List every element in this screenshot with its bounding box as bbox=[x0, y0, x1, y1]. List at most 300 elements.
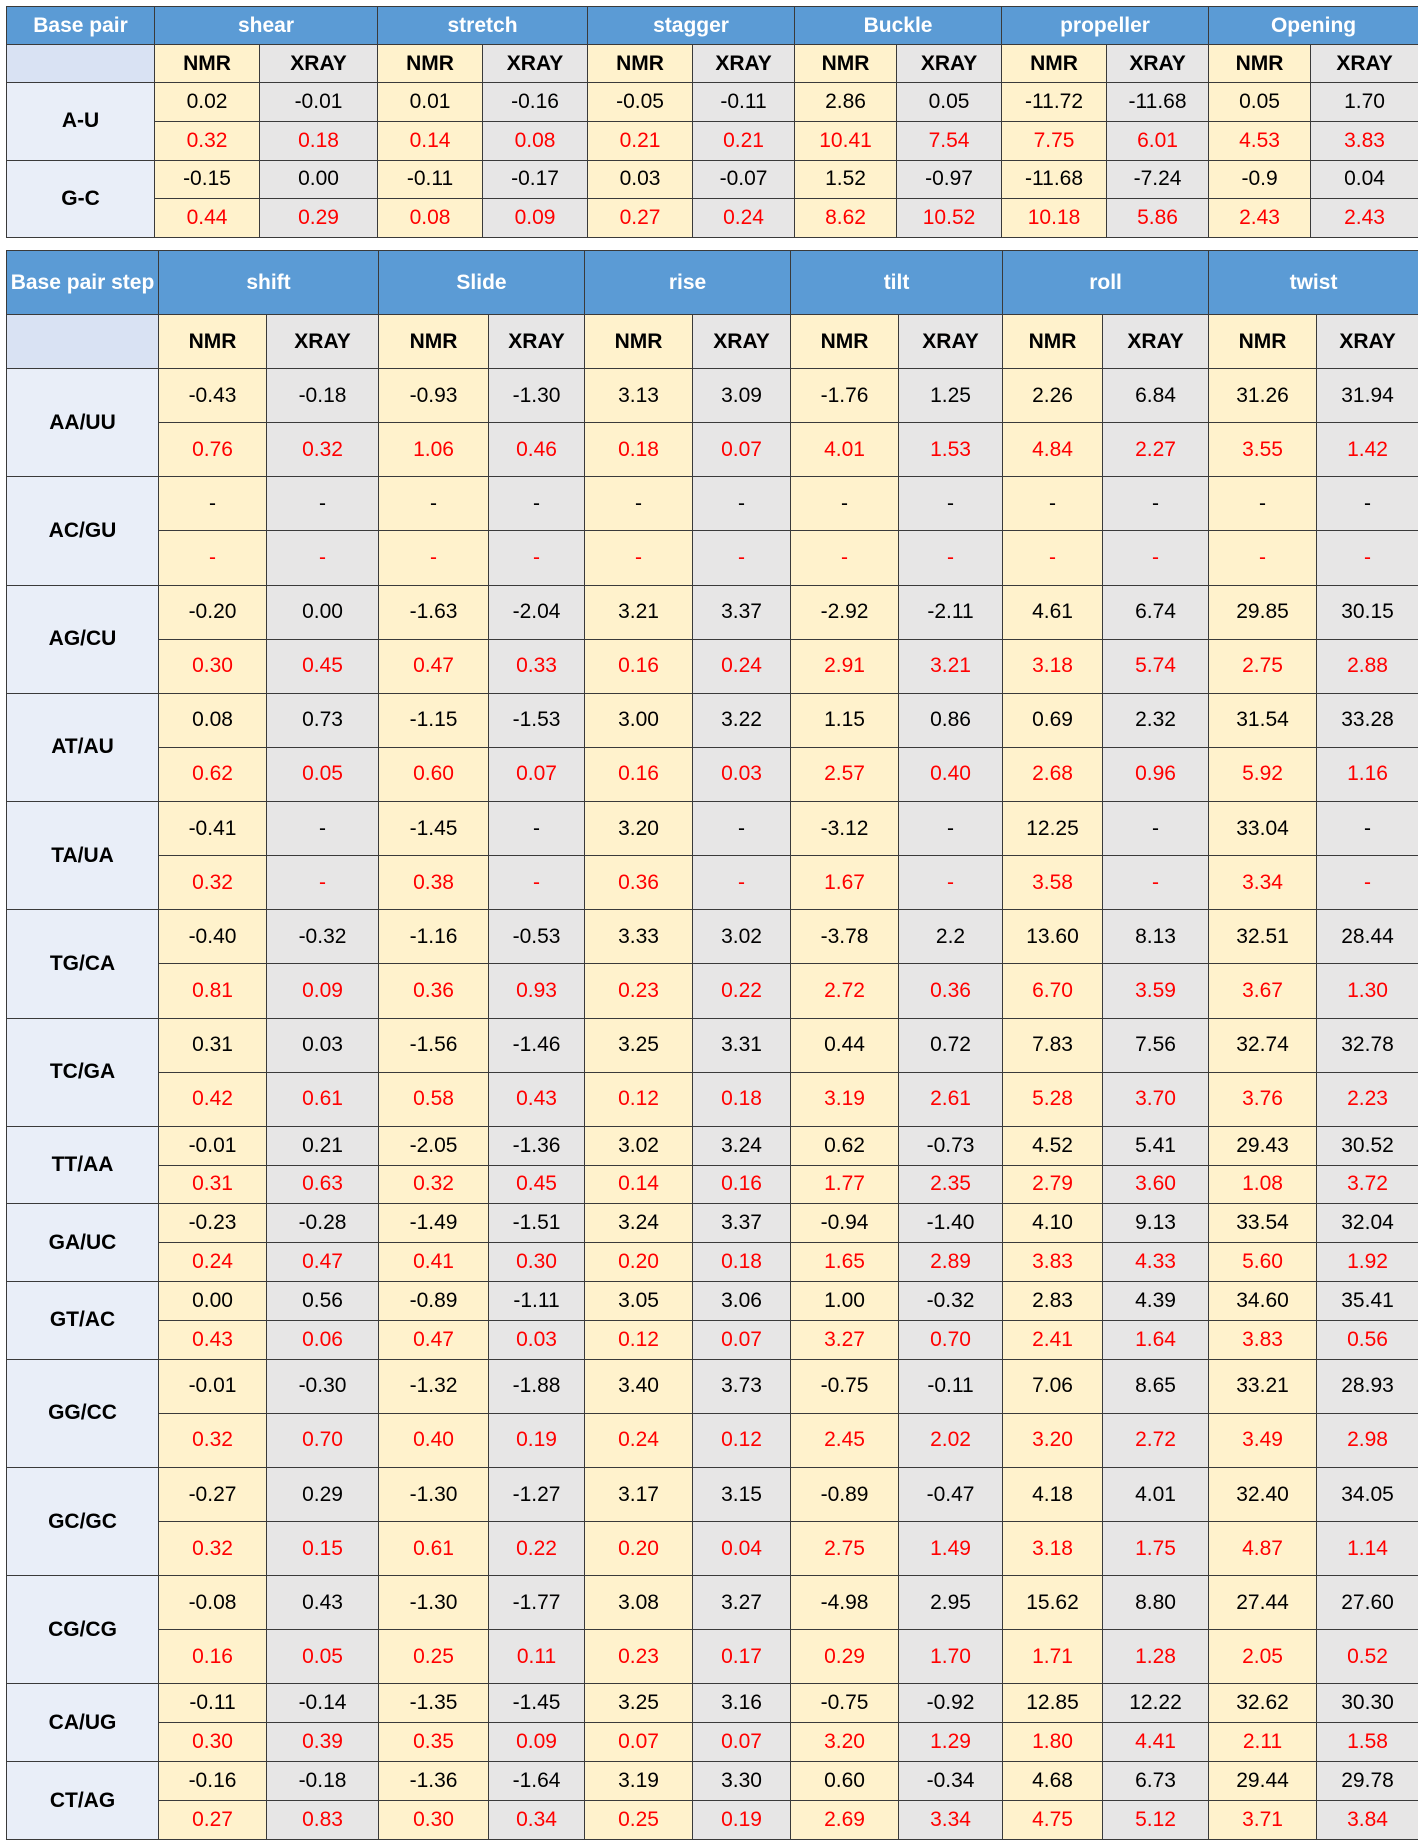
sd-cell: 5.86 bbox=[1107, 199, 1209, 238]
sd-cell: 2.05 bbox=[1209, 1630, 1317, 1684]
mean-cell: 2.32 bbox=[1103, 693, 1209, 747]
mean-cell: 32.51 bbox=[1209, 910, 1317, 964]
group-header: Buckle bbox=[795, 7, 1002, 45]
mean-cell: 1.15 bbox=[791, 693, 899, 747]
mean-cell: 7.83 bbox=[1003, 1018, 1103, 1072]
sd-cell: 0.30 bbox=[489, 1243, 585, 1282]
group-header: roll bbox=[1003, 251, 1209, 315]
table-row-sd bbox=[7, 1243, 1418, 1282]
sd-cell: 0.23 bbox=[585, 964, 693, 1018]
mean-cell: -1.46 bbox=[489, 1018, 585, 1072]
mean-cell: 0.04 bbox=[1311, 160, 1418, 199]
mean-cell: 3.37 bbox=[693, 585, 791, 639]
mean-cell: 0.21 bbox=[267, 1126, 379, 1165]
mean-cell: -0.94 bbox=[791, 1204, 899, 1243]
row-label: TG/CA bbox=[7, 910, 159, 1018]
group-header: propeller bbox=[1002, 7, 1209, 45]
mean-cell: 31.26 bbox=[1209, 369, 1317, 423]
corner-header: Base pair step bbox=[7, 251, 159, 315]
mean-cell: 29.44 bbox=[1209, 1762, 1317, 1801]
mean-cell: 4.61 bbox=[1003, 585, 1103, 639]
sd-cell: 0.24 bbox=[159, 1243, 267, 1282]
mean-cell: 7.06 bbox=[1003, 1359, 1103, 1413]
mean-cell: 2.26 bbox=[1003, 369, 1103, 423]
mean-cell: -0.20 bbox=[159, 585, 267, 639]
mean-cell: - bbox=[267, 802, 379, 856]
mean-cell: -0.93 bbox=[379, 369, 489, 423]
sd-cell: 6.70 bbox=[1003, 964, 1103, 1018]
nmr-header: NMR bbox=[1003, 315, 1103, 369]
sd-cell: - bbox=[159, 531, 267, 585]
mean-cell: -1.16 bbox=[379, 910, 489, 964]
mean-cell: 0.29 bbox=[267, 1467, 379, 1521]
sd-cell: 0.36 bbox=[379, 964, 489, 1018]
mean-cell: 0.86 bbox=[899, 693, 1003, 747]
group-header: shear bbox=[155, 7, 378, 45]
mean-cell: -0.89 bbox=[379, 1282, 489, 1321]
sd-cell: 2.41 bbox=[1003, 1320, 1103, 1359]
sd-cell: 0.07 bbox=[693, 423, 791, 477]
sd-cell: 0.58 bbox=[379, 1072, 489, 1126]
mean-cell: -1.49 bbox=[379, 1204, 489, 1243]
mean-cell: 2.95 bbox=[899, 1576, 1003, 1630]
sd-cell: 0.44 bbox=[155, 199, 260, 238]
nmr-header: NMR bbox=[1209, 45, 1311, 83]
row-label: AT/AU bbox=[7, 693, 159, 801]
sd-cell: 0.39 bbox=[267, 1723, 379, 1762]
group-header-row bbox=[7, 7, 1418, 45]
sd-cell: 2.23 bbox=[1317, 1072, 1418, 1126]
sd-cell: - bbox=[489, 531, 585, 585]
sd-cell: 0.19 bbox=[693, 1800, 791, 1839]
mean-cell: 33.04 bbox=[1209, 802, 1317, 856]
row-label: AC/GU bbox=[7, 477, 159, 585]
sd-cell: 1.42 bbox=[1317, 423, 1418, 477]
xray-header: XRAY bbox=[1103, 315, 1209, 369]
mean-cell: 3.09 bbox=[693, 369, 791, 423]
sd-cell: 0.04 bbox=[693, 1522, 791, 1576]
sd-cell: 0.25 bbox=[585, 1800, 693, 1839]
mean-cell: 0.03 bbox=[267, 1018, 379, 1072]
sd-cell: 0.32 bbox=[159, 856, 267, 910]
mean-cell: - bbox=[1317, 477, 1418, 531]
mean-cell: 3.02 bbox=[693, 910, 791, 964]
sd-cell: 0.70 bbox=[267, 1413, 379, 1467]
mean-cell: 27.44 bbox=[1209, 1576, 1317, 1630]
mean-cell: 0.01 bbox=[378, 83, 483, 122]
mean-cell: -0.01 bbox=[159, 1359, 267, 1413]
sd-cell: 3.70 bbox=[1103, 1072, 1209, 1126]
mean-cell: -1.64 bbox=[489, 1762, 585, 1801]
mean-cell: 34.05 bbox=[1317, 1467, 1418, 1521]
sd-cell: 0.76 bbox=[159, 423, 267, 477]
mean-cell: -0.11 bbox=[159, 1684, 267, 1723]
table-row-sd bbox=[7, 747, 1418, 801]
sd-cell: 0.52 bbox=[1317, 1630, 1418, 1684]
sd-cell: 10.18 bbox=[1002, 199, 1107, 238]
sd-cell: 4.33 bbox=[1103, 1243, 1209, 1282]
sd-cell: 3.83 bbox=[1209, 1320, 1317, 1359]
sd-cell: - bbox=[693, 856, 791, 910]
mean-cell: 3.15 bbox=[693, 1467, 791, 1521]
mean-cell: -0.07 bbox=[693, 160, 795, 199]
mean-cell: - bbox=[379, 477, 489, 531]
sd-cell: 0.31 bbox=[159, 1165, 267, 1204]
mean-cell: - bbox=[1103, 802, 1209, 856]
sd-cell: 0.41 bbox=[379, 1243, 489, 1282]
table-row-sd bbox=[7, 121, 1418, 160]
xray-header: XRAY bbox=[693, 315, 791, 369]
sd-cell: 0.30 bbox=[379, 1800, 489, 1839]
sd-cell: 0.14 bbox=[378, 121, 483, 160]
row-label: GT/AC bbox=[7, 1282, 159, 1360]
sd-cell: 5.92 bbox=[1209, 747, 1317, 801]
mean-cell: 29.85 bbox=[1209, 585, 1317, 639]
mean-cell: 13.60 bbox=[1003, 910, 1103, 964]
sd-cell: 0.27 bbox=[159, 1800, 267, 1839]
table-row-mean bbox=[7, 1684, 1418, 1723]
mean-cell: 12.22 bbox=[1103, 1684, 1209, 1723]
row-label: GA/UC bbox=[7, 1204, 159, 1282]
mean-cell: -0.18 bbox=[267, 1762, 379, 1801]
sd-cell: 1.71 bbox=[1003, 1630, 1103, 1684]
mean-cell: -0.53 bbox=[489, 910, 585, 964]
mean-cell: -1.35 bbox=[379, 1684, 489, 1723]
sd-cell: 3.34 bbox=[1209, 856, 1317, 910]
table-row-mean bbox=[7, 1126, 1418, 1165]
corner-blank bbox=[7, 45, 155, 83]
table-row-sd bbox=[7, 1320, 1418, 1359]
mean-cell: 4.01 bbox=[1103, 1467, 1209, 1521]
mean-cell: 32.04 bbox=[1317, 1204, 1418, 1243]
mean-cell: -0.11 bbox=[899, 1359, 1003, 1413]
sd-cell: 4.01 bbox=[791, 423, 899, 477]
sd-cell: 0.45 bbox=[489, 1165, 585, 1204]
table-row-mean bbox=[7, 477, 1418, 531]
sd-cell: 0.30 bbox=[159, 1723, 267, 1762]
mean-cell: 2.86 bbox=[795, 83, 897, 122]
mean-cell: -2.92 bbox=[791, 585, 899, 639]
sd-cell: 0.09 bbox=[489, 1723, 585, 1762]
row-label: TA/UA bbox=[7, 802, 159, 910]
sd-cell: 4.53 bbox=[1209, 121, 1311, 160]
sd-cell: 0.23 bbox=[585, 1630, 693, 1684]
mean-cell: -2.11 bbox=[899, 585, 1003, 639]
sd-cell: 0.96 bbox=[1103, 747, 1209, 801]
sd-cell: 4.84 bbox=[1003, 423, 1103, 477]
corner-header: Base pair bbox=[7, 7, 155, 45]
sd-cell: 0.38 bbox=[379, 856, 489, 910]
sd-cell: 1.67 bbox=[791, 856, 899, 910]
mean-cell: -0.11 bbox=[693, 83, 795, 122]
mean-cell: -1.76 bbox=[791, 369, 899, 423]
mean-cell: -0.73 bbox=[899, 1126, 1003, 1165]
xray-header: XRAY bbox=[260, 45, 378, 83]
nmr-header: NMR bbox=[791, 315, 899, 369]
sd-cell: 3.72 bbox=[1317, 1165, 1418, 1204]
mean-cell: -0.92 bbox=[899, 1684, 1003, 1723]
mean-cell: 3.05 bbox=[585, 1282, 693, 1321]
mean-cell: -7.24 bbox=[1107, 160, 1209, 199]
mean-cell: 0.43 bbox=[267, 1576, 379, 1630]
mean-cell: -1.30 bbox=[379, 1576, 489, 1630]
sd-cell: 1.65 bbox=[791, 1243, 899, 1282]
table-row-sd bbox=[7, 856, 1418, 910]
mean-cell: -1.63 bbox=[379, 585, 489, 639]
sd-cell: 0.21 bbox=[588, 121, 693, 160]
mean-cell: 3.20 bbox=[585, 802, 693, 856]
sd-cell: - bbox=[791, 531, 899, 585]
mean-cell: 0.03 bbox=[588, 160, 693, 199]
sd-cell: 2.11 bbox=[1209, 1723, 1317, 1762]
sd-cell: 1.49 bbox=[899, 1522, 1003, 1576]
sd-cell: 0.33 bbox=[489, 639, 585, 693]
sd-cell: 0.07 bbox=[489, 747, 585, 801]
table-row-sd bbox=[7, 423, 1418, 477]
mean-cell: 0.08 bbox=[159, 693, 267, 747]
mean-cell: -0.28 bbox=[267, 1204, 379, 1243]
mean-cell: -1.56 bbox=[379, 1018, 489, 1072]
xray-header: XRAY bbox=[1317, 315, 1418, 369]
sd-cell: 0.22 bbox=[489, 1522, 585, 1576]
mean-cell: - bbox=[693, 802, 791, 856]
mean-cell: 30.52 bbox=[1317, 1126, 1418, 1165]
sd-cell: 0.11 bbox=[489, 1630, 585, 1684]
mean-cell: -0.18 bbox=[267, 369, 379, 423]
table-row-mean bbox=[7, 693, 1418, 747]
sd-cell: - bbox=[899, 531, 1003, 585]
mean-cell: - bbox=[489, 477, 585, 531]
mean-cell: - bbox=[899, 477, 1003, 531]
mean-cell: -11.68 bbox=[1002, 160, 1107, 199]
mean-cell: -0.30 bbox=[267, 1359, 379, 1413]
mean-cell: 0.00 bbox=[159, 1282, 267, 1321]
mean-cell: -1.32 bbox=[379, 1359, 489, 1413]
mean-cell: 9.13 bbox=[1103, 1204, 1209, 1243]
group-header: stagger bbox=[588, 7, 795, 45]
mean-cell: 3.40 bbox=[585, 1359, 693, 1413]
mean-cell: -1.27 bbox=[489, 1467, 585, 1521]
sd-cell: - bbox=[1209, 531, 1317, 585]
mean-cell: -1.88 bbox=[489, 1359, 585, 1413]
sd-cell: 2.61 bbox=[899, 1072, 1003, 1126]
mean-cell: 2.2 bbox=[899, 910, 1003, 964]
sd-cell: 2.68 bbox=[1003, 747, 1103, 801]
sd-cell: 0.40 bbox=[899, 747, 1003, 801]
mean-cell: 1.00 bbox=[791, 1282, 899, 1321]
mean-cell: -0.75 bbox=[791, 1359, 899, 1413]
table-row-mean bbox=[7, 83, 1418, 122]
xray-header: XRAY bbox=[897, 45, 1002, 83]
sd-cell: 1.80 bbox=[1003, 1723, 1103, 1762]
sd-cell: 0.05 bbox=[267, 747, 379, 801]
mean-cell: 33.28 bbox=[1317, 693, 1418, 747]
mean-cell: 31.54 bbox=[1209, 693, 1317, 747]
xray-header: XRAY bbox=[693, 45, 795, 83]
mean-cell: 5.41 bbox=[1103, 1126, 1209, 1165]
mean-cell: 15.62 bbox=[1003, 1576, 1103, 1630]
sd-cell: 0.56 bbox=[1317, 1320, 1418, 1359]
sd-cell: 3.83 bbox=[1003, 1243, 1103, 1282]
mean-cell: -0.47 bbox=[899, 1467, 1003, 1521]
sd-cell: 1.30 bbox=[1317, 964, 1418, 1018]
sd-cell: 2.69 bbox=[791, 1800, 899, 1839]
sd-cell: 2.79 bbox=[1003, 1165, 1103, 1204]
mean-cell: - bbox=[899, 802, 1003, 856]
sd-cell: 2.72 bbox=[1103, 1413, 1209, 1467]
sd-cell: 2.43 bbox=[1311, 199, 1418, 238]
sd-cell: 0.43 bbox=[489, 1072, 585, 1126]
sd-cell: 8.62 bbox=[795, 199, 897, 238]
sd-cell: 0.36 bbox=[585, 856, 693, 910]
table-body bbox=[7, 83, 1418, 238]
mean-cell: 8.80 bbox=[1103, 1576, 1209, 1630]
sd-cell: 0.83 bbox=[267, 1800, 379, 1839]
mean-cell: - bbox=[1317, 802, 1418, 856]
table-row-sd bbox=[7, 1413, 1418, 1467]
mean-cell: 4.39 bbox=[1103, 1282, 1209, 1321]
mean-cell: - bbox=[1209, 477, 1317, 531]
mean-cell: 3.25 bbox=[585, 1684, 693, 1723]
sd-cell: 3.55 bbox=[1209, 423, 1317, 477]
sd-cell: 0.03 bbox=[489, 1320, 585, 1359]
mean-cell: 3.06 bbox=[693, 1282, 791, 1321]
sd-cell: 0.03 bbox=[693, 747, 791, 801]
mean-cell: 0.73 bbox=[267, 693, 379, 747]
mean-cell: 3.24 bbox=[585, 1204, 693, 1243]
sd-cell: 3.19 bbox=[791, 1072, 899, 1126]
sd-cell: 0.32 bbox=[159, 1522, 267, 1576]
sd-cell: 0.63 bbox=[267, 1165, 379, 1204]
sd-cell: 0.46 bbox=[489, 423, 585, 477]
sd-cell: 0.40 bbox=[379, 1413, 489, 1467]
sd-cell: 2.91 bbox=[791, 639, 899, 693]
mean-cell: - bbox=[267, 477, 379, 531]
mean-cell: 1.70 bbox=[1311, 83, 1418, 122]
mean-cell: 3.37 bbox=[693, 1204, 791, 1243]
mean-cell: 2.83 bbox=[1003, 1282, 1103, 1321]
mean-cell: 30.15 bbox=[1317, 585, 1418, 639]
sd-cell: - bbox=[267, 856, 379, 910]
mean-cell: -0.75 bbox=[791, 1684, 899, 1723]
sd-cell: 0.42 bbox=[159, 1072, 267, 1126]
mean-cell: 3.30 bbox=[693, 1762, 791, 1801]
sd-cell: 1.70 bbox=[899, 1630, 1003, 1684]
sd-cell: 1.14 bbox=[1317, 1522, 1418, 1576]
sd-cell: 0.19 bbox=[489, 1413, 585, 1467]
mean-cell: -0.11 bbox=[378, 160, 483, 199]
sd-cell: 0.18 bbox=[693, 1072, 791, 1126]
sd-cell: 1.77 bbox=[791, 1165, 899, 1204]
sd-cell: 0.29 bbox=[791, 1630, 899, 1684]
sd-cell: 3.67 bbox=[1209, 964, 1317, 1018]
mean-cell: -0.43 bbox=[159, 369, 267, 423]
mean-cell: 4.18 bbox=[1003, 1467, 1103, 1521]
mean-cell: -1.77 bbox=[489, 1576, 585, 1630]
sd-cell: 0.24 bbox=[693, 199, 795, 238]
sd-cell: 10.52 bbox=[897, 199, 1002, 238]
mean-cell: 4.68 bbox=[1003, 1762, 1103, 1801]
sd-cell: 0.09 bbox=[483, 199, 588, 238]
mean-cell: -1.30 bbox=[379, 1467, 489, 1521]
sd-cell: 0.24 bbox=[693, 639, 791, 693]
mean-cell: -1.40 bbox=[899, 1204, 1003, 1243]
table-row-mean bbox=[7, 1282, 1418, 1321]
mean-cell: -3.12 bbox=[791, 802, 899, 856]
mean-cell: -0.40 bbox=[159, 910, 267, 964]
sd-cell: - bbox=[1317, 531, 1418, 585]
base-pair-step-parameters-table bbox=[6, 250, 1418, 1840]
mean-cell: -0.15 bbox=[155, 160, 260, 199]
mean-cell: 34.60 bbox=[1209, 1282, 1317, 1321]
sd-cell: 3.18 bbox=[1003, 639, 1103, 693]
mean-cell: 6.73 bbox=[1103, 1762, 1209, 1801]
mean-cell: 3.19 bbox=[585, 1762, 693, 1801]
mean-cell: 0.62 bbox=[791, 1126, 899, 1165]
mean-cell: 3.00 bbox=[585, 693, 693, 747]
mean-cell: 8.65 bbox=[1103, 1359, 1209, 1413]
sd-cell: 0.07 bbox=[693, 1320, 791, 1359]
sd-cell: 3.71 bbox=[1209, 1800, 1317, 1839]
sd-cell: 0.18 bbox=[693, 1243, 791, 1282]
nmr-header: NMR bbox=[379, 315, 489, 369]
group-header: shift bbox=[159, 251, 379, 315]
mean-cell: 8.13 bbox=[1103, 910, 1209, 964]
sd-cell: 0.62 bbox=[159, 747, 267, 801]
nmr-header: NMR bbox=[378, 45, 483, 83]
table-row-mean bbox=[7, 802, 1418, 856]
sd-cell: 7.54 bbox=[897, 121, 1002, 160]
sd-cell: 3.76 bbox=[1209, 1072, 1317, 1126]
group-header: rise bbox=[585, 251, 791, 315]
sd-cell: 0.47 bbox=[379, 639, 489, 693]
mean-cell: - bbox=[693, 477, 791, 531]
sd-cell: 0.43 bbox=[159, 1320, 267, 1359]
table-row-mean bbox=[7, 1204, 1418, 1243]
group-header-row bbox=[7, 251, 1418, 315]
sd-cell: 0.17 bbox=[693, 1630, 791, 1684]
mean-cell: -4.98 bbox=[791, 1576, 899, 1630]
sd-cell: 3.59 bbox=[1103, 964, 1209, 1018]
mean-cell: -0.41 bbox=[159, 802, 267, 856]
sd-cell: 0.60 bbox=[379, 747, 489, 801]
mean-cell: 0.72 bbox=[899, 1018, 1003, 1072]
sd-cell: 2.72 bbox=[791, 964, 899, 1018]
mean-cell: 32.40 bbox=[1209, 1467, 1317, 1521]
mean-cell: -0.14 bbox=[267, 1684, 379, 1723]
method-header-row bbox=[7, 45, 1418, 83]
row-label: GG/CC bbox=[7, 1359, 159, 1467]
mean-cell: -0.34 bbox=[899, 1762, 1003, 1801]
group-header: tilt bbox=[791, 251, 1003, 315]
sd-cell: 0.93 bbox=[489, 964, 585, 1018]
sd-cell: 0.36 bbox=[899, 964, 1003, 1018]
mean-cell: -0.17 bbox=[483, 160, 588, 199]
mean-cell: 3.31 bbox=[693, 1018, 791, 1072]
mean-cell: 4.10 bbox=[1003, 1204, 1103, 1243]
sd-cell: 4.87 bbox=[1209, 1522, 1317, 1576]
sd-cell: 0.25 bbox=[379, 1630, 489, 1684]
mean-cell: 3.27 bbox=[693, 1576, 791, 1630]
mean-cell: -2.04 bbox=[489, 585, 585, 639]
sd-cell: 3.20 bbox=[1003, 1413, 1103, 1467]
row-label: CA/UG bbox=[7, 1684, 159, 1762]
mean-cell: 3.02 bbox=[585, 1126, 693, 1165]
sd-cell: 2.75 bbox=[1209, 639, 1317, 693]
sd-cell: 2.45 bbox=[791, 1413, 899, 1467]
sd-cell: 3.58 bbox=[1003, 856, 1103, 910]
mean-cell: -1.36 bbox=[489, 1126, 585, 1165]
